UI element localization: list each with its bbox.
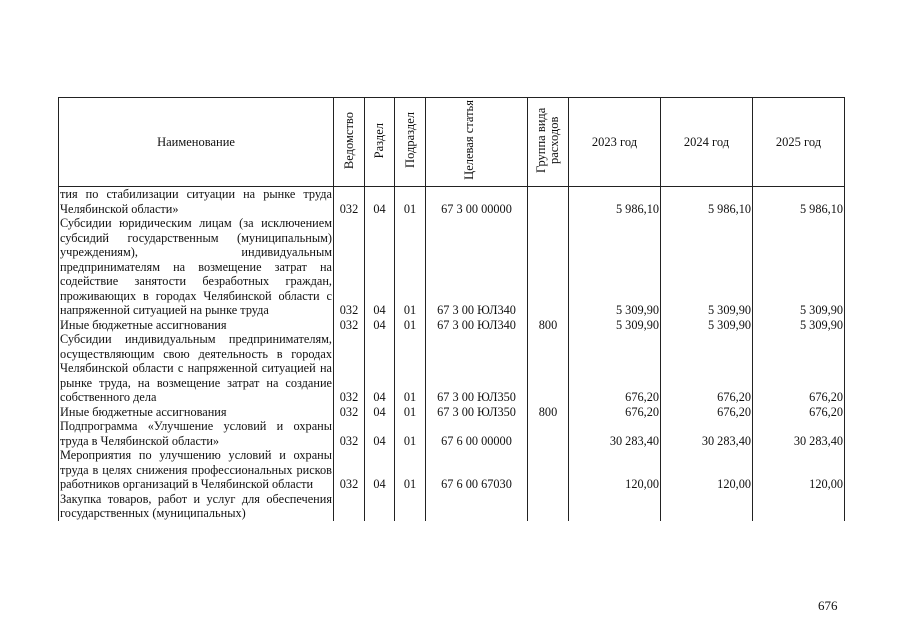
cell-name: Субсидии юридическим лицам (за исключением субсидий государственным (муниципальным) учреждениям), индивидуальным предпринимателям на возмещение затрат на содействие занятости безработных граждан, проживающих в городах Челябинской области с напряженной ситуацией на рынке труда [60, 216, 332, 317]
header-gruppa: Группа вида расходов [528, 98, 569, 187]
cell-y2024: 5 309,90 [661, 318, 753, 333]
budget-table [58, 97, 845, 521]
cell-cel: 67 6 00 67030 [426, 448, 528, 492]
cell-pod: 01 [395, 216, 426, 318]
cell-y2024: 5 986,10 [661, 187, 753, 217]
cell-y2023: 5 309,90 [569, 216, 661, 318]
cell-raz: 04 [365, 448, 395, 492]
table-row [59, 405, 845, 420]
cell-ved: 032 [334, 419, 365, 448]
cell-cel: 67 6 00 00000 [426, 419, 528, 448]
page-number: 676 [818, 598, 838, 613]
cell-ved: 032 [334, 318, 365, 333]
cell-raz: 04 [365, 419, 395, 448]
table-row [59, 216, 845, 318]
cell-grp [528, 419, 569, 448]
cell-ved: 032 [334, 448, 365, 492]
cell-name: Иные бюджетные ассигнования [59, 405, 334, 420]
cell-y2023: 5 986,10 [569, 187, 661, 217]
header-celevaya: Целевая статья [426, 98, 528, 187]
cell-pod: 01 [395, 419, 426, 448]
table-body [59, 187, 845, 521]
cell-y2025: 5 309,90 [753, 318, 845, 333]
cell-name: Подпрограмма «Улучшение условий и охраны труда в Челябинской области» [60, 419, 332, 448]
cell-y2023: 5 309,90 [569, 318, 661, 333]
cell-ved: 032 [334, 405, 365, 420]
cell-y2023: 676,20 [569, 332, 661, 405]
cell-y2025: 5 986,10 [753, 187, 845, 217]
cell-y2025: 120,00 [753, 448, 845, 492]
cell-y2025: 5 309,90 [753, 216, 845, 318]
cell-name: Иные бюджетные ассигнования [59, 318, 334, 333]
cell-ved: 032 [334, 187, 365, 217]
header-podrazdel: Подраздел [395, 98, 426, 187]
header-ved: Ведомство [334, 98, 365, 187]
cell-y2023 [569, 492, 661, 521]
cell-name: Мероприятия по улучшению условий и охраны труда в целях снижения профессиональных рисков работников организаций в Челябинской области [60, 448, 332, 491]
header-2025: 2025 год [753, 98, 845, 187]
header-2023: 2023 год [569, 98, 661, 187]
cell-grp [528, 187, 569, 217]
header-2024: 2024 год [661, 98, 753, 187]
header-name: Наименование [59, 98, 334, 187]
cell-y2024: 676,20 [661, 405, 753, 420]
cell-pod: 01 [395, 405, 426, 420]
cell-y2024: 5 309,90 [661, 216, 753, 318]
cell-raz: 04 [365, 318, 395, 333]
header-row [59, 98, 845, 187]
cell-y2024: 676,20 [661, 332, 753, 405]
cell-name: Закупка товаров, работ и услуг для обеспечения государственных (муниципальных) [60, 491, 332, 520]
cell-y2025: 676,20 [753, 405, 845, 420]
cell-cel: 67 3 00 ЮЛ340 [426, 216, 528, 318]
table-row [59, 318, 845, 333]
cell-y2025: 676,20 [753, 332, 845, 405]
table-row [59, 448, 845, 492]
table-row [59, 492, 845, 521]
cell-pod: 01 [395, 332, 426, 405]
cell-cel: 67 3 00 00000 [426, 187, 528, 217]
cell-y2023: 676,20 [569, 405, 661, 420]
cell-raz: 04 [365, 332, 395, 405]
cell-raz: 04 [365, 216, 395, 318]
cell-grp [528, 492, 569, 521]
table-row [59, 332, 845, 405]
cell-raz [365, 492, 395, 521]
cell-y2024: 30 283,40 [661, 419, 753, 448]
header-razdel: Раздел [365, 98, 395, 187]
cell-pod [395, 492, 426, 521]
cell-ved [334, 492, 365, 521]
cell-grp: 800 [528, 318, 569, 333]
cell-cel: 67 3 00 ЮЛ350 [426, 405, 528, 420]
cell-y2024: 120,00 [661, 448, 753, 492]
cell-y2024 [661, 492, 753, 521]
cell-y2023: 120,00 [569, 448, 661, 492]
table-row [59, 187, 845, 217]
cell-y2025 [753, 492, 845, 521]
cell-name: Субсидии индивидуальным предпринимателям, осуществляющим свою деятельность в городах Челябинской области с напряженной ситуацией на рынке труда, на возмещение затрат на создание собственного дела [60, 332, 332, 404]
cell-grp [528, 332, 569, 405]
cell-pod: 01 [395, 448, 426, 492]
cell-pod: 01 [395, 318, 426, 333]
cell-grp [528, 216, 569, 318]
cell-y2023: 30 283,40 [569, 419, 661, 448]
table-row [59, 419, 845, 448]
cell-raz: 04 [365, 187, 395, 217]
cell-ved: 032 [334, 332, 365, 405]
cell-y2025: 30 283,40 [753, 419, 845, 448]
cell-cel: 67 3 00 ЮЛ340 [426, 318, 528, 333]
cell-pod: 01 [395, 187, 426, 217]
cell-grp: 800 [528, 405, 569, 420]
cell-cel: 67 3 00 ЮЛ350 [426, 332, 528, 405]
cell-grp [528, 448, 569, 492]
cell-raz: 04 [365, 405, 395, 420]
cell-cel [426, 492, 528, 521]
cell-name: тия по стабилизации ситуации на рынке труда Челябинской области» [60, 187, 332, 216]
cell-ved: 032 [334, 216, 365, 318]
